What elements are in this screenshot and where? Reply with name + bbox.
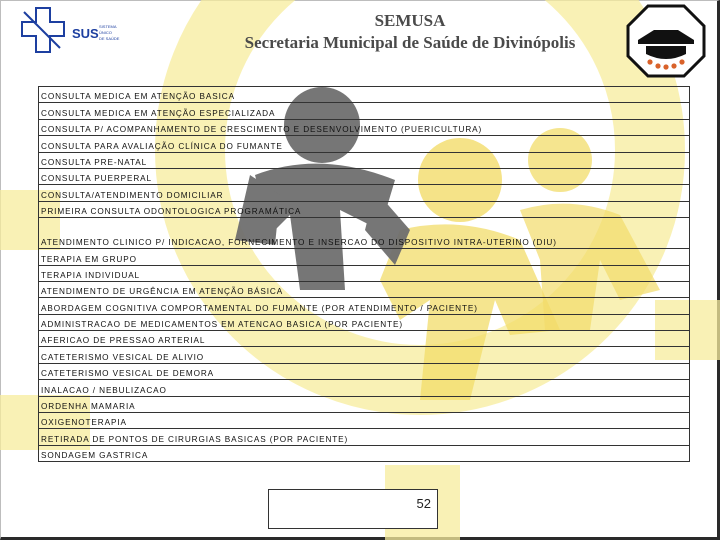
procedure-label: CATETERISMO VESICAL DE DEMORA [41, 369, 215, 379]
procedure-label: AFERICAO DE PRESSAO ARTERIAL [41, 336, 206, 346]
municipal-emblem-icon [626, 4, 706, 78]
procedure-label: ADMINISTRACAO DE MEDICAMENTOS EM ATENCAO BASICA (POR PACIENTE) [41, 320, 403, 330]
procedure-label: CONSULTA MEDICA EM ATENÇÃO ESPECIALIZADA [41, 108, 276, 118]
sus-logo-subtext-1: SISTEMA [99, 24, 117, 29]
table-row [39, 380, 689, 396]
procedure-label: CONSULTA PRE-NATAL [41, 157, 148, 167]
procedure-label: ATENDIMENTO CLINICO P/ INDICACAO, FORNECIMENTO E INSERCAO DO DISPOSITIVO INTRA-UTERINO (DIU) [41, 238, 557, 248]
table-row [39, 136, 689, 152]
procedure-label: TERAPIA EM GRUPO [41, 254, 137, 264]
table-row [39, 87, 689, 103]
table-row [39, 103, 689, 119]
table-row [39, 282, 689, 298]
table-row [39, 331, 689, 347]
page-header [200, 10, 620, 54]
table-row [39, 429, 689, 445]
table-row [39, 153, 689, 169]
table-row [39, 347, 689, 363]
table-row [39, 446, 689, 461]
sus-logo-text: SUS [72, 26, 99, 41]
procedure-label: CONSULTA PUERPERAL [41, 174, 152, 184]
table-row [39, 249, 689, 265]
procedure-label: RETIRADA DE PONTOS DE CIRURGIAS BASICAS (POR PACIENTE) [41, 434, 349, 444]
page-title: SEMUSA [374, 11, 446, 30]
procedure-label: CONSULTA PARA AVALIAÇÃO CLÍNICA DO FUMANTE [41, 141, 283, 151]
page-subtitle: Secretaria Municipal de Saúde de Divinópolis [244, 33, 576, 52]
procedure-label: ATENDIMENTO DE URGÊNCIA EM ATENÇÃO BÁSICA [41, 287, 284, 297]
procedure-label: CONSULTA MEDICA EM ATENÇÃO BASICA [41, 92, 235, 102]
table-row [39, 120, 689, 136]
procedure-label: INALACAO / NEBULIZACAO [41, 385, 167, 395]
sus-logo [18, 6, 122, 58]
procedure-label: CATETERISMO VESICAL DE ALIVIO [41, 352, 205, 362]
sus-logo-subtext-2: ÚNICO [99, 30, 112, 35]
table-row [39, 202, 689, 218]
procedure-label: ORDENHA MAMARIA [41, 402, 136, 412]
table-row [39, 185, 689, 201]
procedure-label: ABORDAGEM COGNITIVA COMPORTAMENTAL DO FUMANTE (POR ATENDIMENTO / PACIENTE) [41, 303, 478, 313]
procedure-label: SONDAGEM GASTRICA [41, 451, 149, 461]
sus-cross-logo-icon [18, 6, 122, 58]
page-number-box [268, 489, 438, 529]
table-row [39, 298, 689, 314]
table-row [39, 364, 689, 380]
table-row [39, 397, 689, 413]
procedure-label: PRIMEIRA CONSULTA ODONTOLOGICA PROGRAMÁTICA [41, 207, 302, 217]
procedure-label: OXIGENOTERAPIA [41, 418, 127, 428]
table-row [39, 315, 689, 331]
table-row [39, 266, 689, 282]
sus-logo-subtext-3: DE SAÚDE [99, 36, 120, 41]
procedure-label: CONSULTA P/ ACOMPANHAMENTO DE CRESCIMENTO E DESENVOLVIMENTO (PUERICULTURA) [41, 125, 483, 135]
procedure-label: CONSULTA/ATENDIMENTO DOMICILIAR [41, 190, 224, 200]
procedure-label: TERAPIA INDIVIDUAL [41, 270, 141, 280]
table-row [39, 218, 689, 249]
page-number: 52 [416, 496, 431, 511]
table-row [39, 169, 689, 185]
table-row [39, 413, 689, 429]
procedures-table [38, 86, 690, 462]
